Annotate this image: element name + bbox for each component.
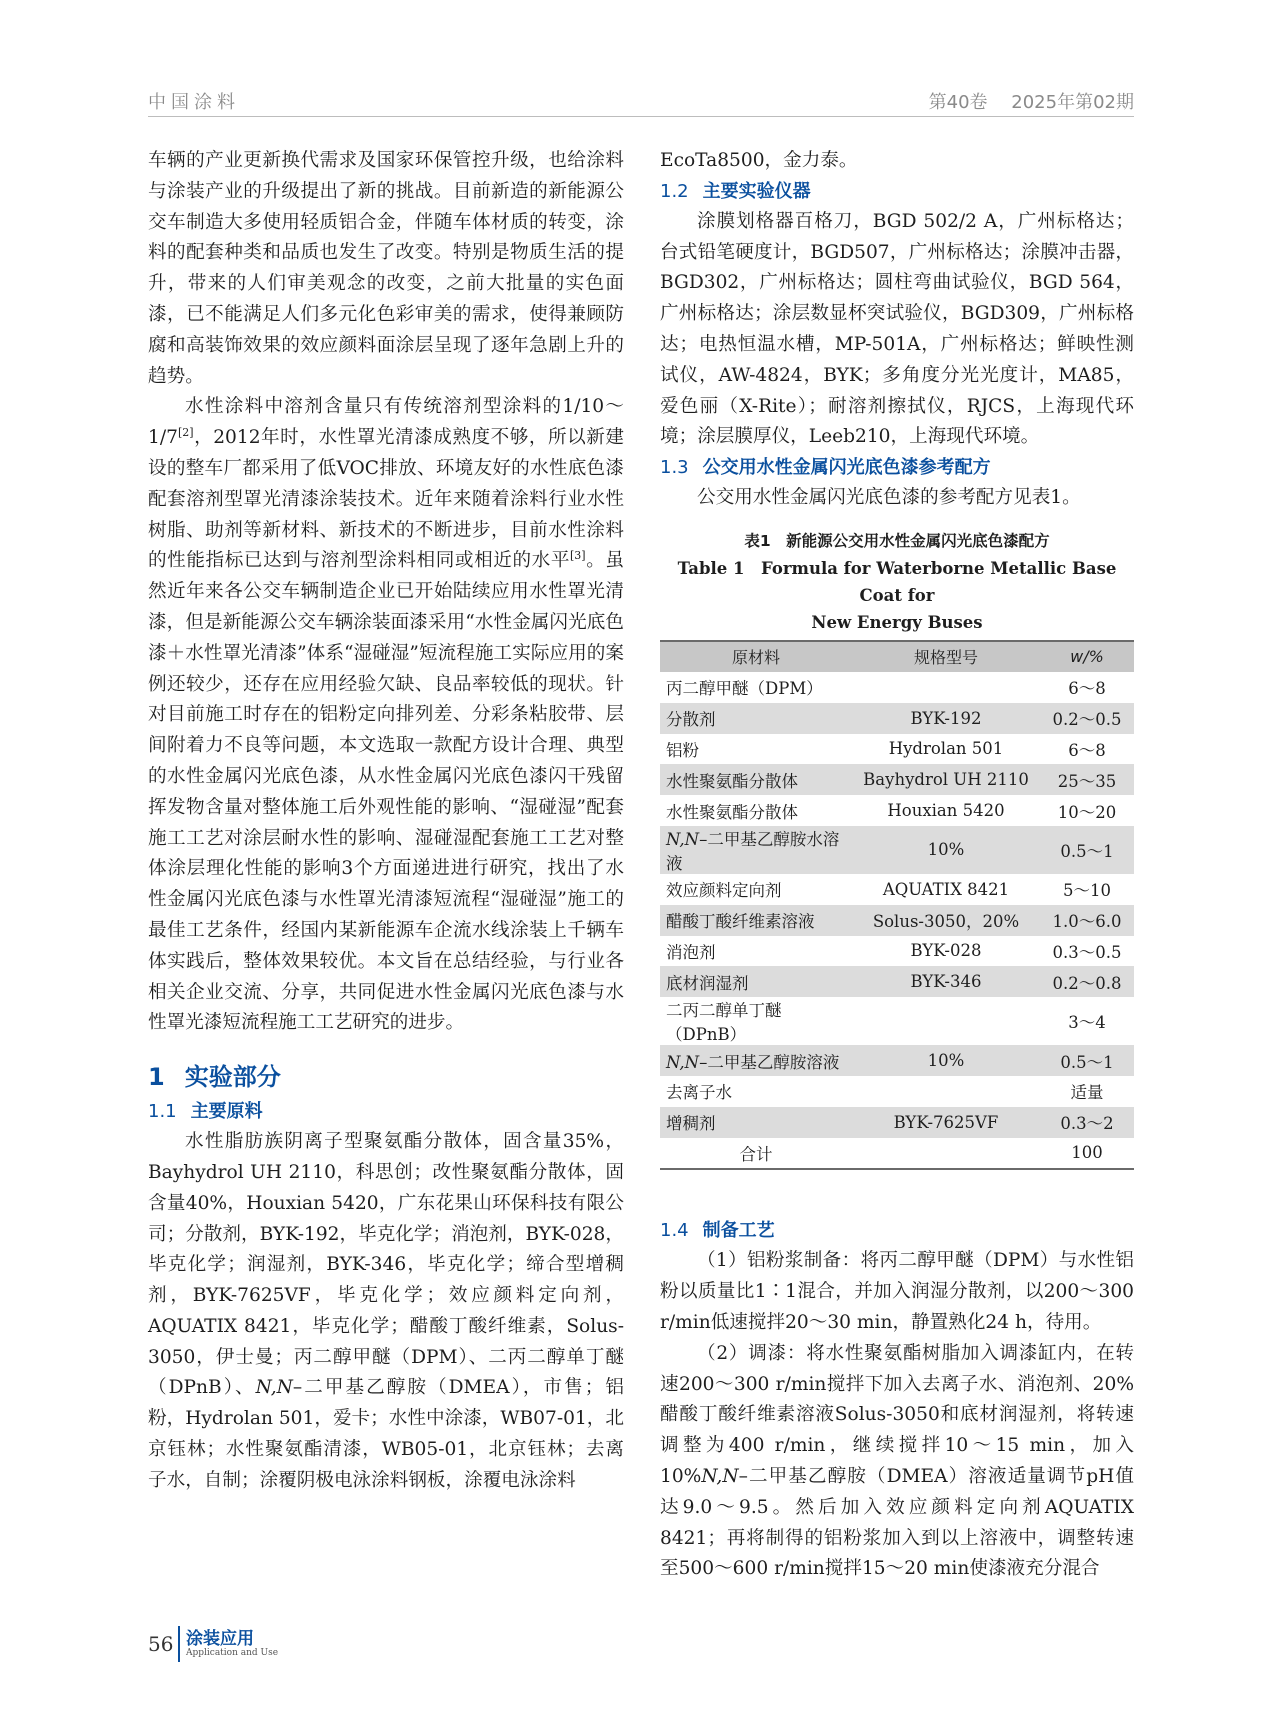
cell-spec: BYK-7625VF bbox=[852, 1107, 1040, 1138]
cell-spec: BYK-346 bbox=[852, 966, 1040, 997]
table-row bbox=[660, 1107, 1134, 1138]
total-spec bbox=[852, 1138, 1040, 1170]
table-caption-cn: 表1 新能源公交用水性金属闪光底色漆配方 bbox=[744, 531, 1050, 550]
paragraph-prep-2 bbox=[660, 1339, 1134, 1585]
table-row bbox=[660, 734, 1134, 765]
section-number: 1 bbox=[148, 1063, 165, 1092]
cell-spec: Solus-3050，20% bbox=[852, 905, 1040, 936]
volume-label: 第40卷 bbox=[928, 92, 988, 113]
text-segment: 。虽然近年来各公交车辆制造企业已开始陆续应用水性罩光清漆，但是新能源公交车辆涂装面漆采用“水性金属闪光底色漆＋水性罩光清漆”体系“湿碰湿”短流程施工实际应用的案例还较少，还存在应用经验欠缺、良品率较低的现状。针对目前施工时存在的铝粉定向排列差、分彩条粘胶带、层间附着力不良等问题，本文选取一款配方设计合理、典型的水性金属闪光底色漆，从水性金属闪光底色漆闪干残留挥发物含量对整体施工后外观性能的影响、“湿碰湿”配套施工工艺对涂层耐水性的影响、湿碰湿配套施工工艺对整体涂层理化性能的影响3个方面递进进行研究，找出了水性金属闪光底色漆与水性罩光清漆短流程“湿碰湿”施工的最佳工艺条件，经国内某新能源车企流水线涂装上千辆车体实践后，整体效果较优。本文旨在总结经验，与行业各相关企业交流、分享，共同促进水性金属闪光底色漆与水性罩光漆短流程施工工艺研究的进步。 bbox=[148, 550, 624, 1034]
page-number: 56 bbox=[148, 1632, 174, 1656]
total-value: 100 bbox=[1071, 1143, 1103, 1163]
header-mass-fraction-text: w/% bbox=[1070, 647, 1104, 667]
cell-material: 消泡剂 bbox=[666, 942, 716, 962]
subsection-heading-1-3 bbox=[660, 453, 1134, 483]
cell-material: N,N–二甲基乙醇胺溶液 bbox=[660, 1045, 852, 1076]
table-row bbox=[660, 966, 1134, 997]
text-segment: 水性脂肪族阴离子型聚氨酯分散体，固含量35%，Bayhydrol UH 2110，科思创；改性聚氨酯分散体，固含量40%，Houxian 5420，广东花果山环保科技有限公司；分散剂，BYK-192，毕克化学；消泡剂，BYK-028，毕克化学；润湿剂，BYK-346，毕克化学；缔合型增稠剂，BYK-7625VF，毕克化学；效应颜料定向剂，AQUATIX 8421，毕克化学；醋酸丁酸纤维素，Solus-3050，伊士曼；丙二醇甲醚（DPM）、二丙二醇单丁醚（DPnB）、 bbox=[148, 1131, 624, 1399]
cell-spec bbox=[852, 1076, 1040, 1107]
cell-mass-fraction: 10～20 bbox=[1057, 802, 1117, 822]
cell-mass-fraction: 0.2～0.8 bbox=[1040, 966, 1134, 997]
italic-symbol: N,N bbox=[666, 829, 700, 849]
table-header-row bbox=[660, 641, 1134, 672]
text-segment: –二甲基乙醇胺（DMEA），市售；铝粉，Hydrolan 501，爱卡；水性中涂漆，WB07-01，北京钰林；水性聚氨酯清漆，WB05-01，北京钰林；去离子水，自制；涂覆阴极电泳涂料钢板，涂覆电泳涂料 bbox=[148, 1377, 624, 1491]
footer-divider bbox=[178, 1626, 180, 1662]
cell-mass-fraction: 0.5～1 bbox=[1040, 1045, 1134, 1076]
total-label: 合计 bbox=[739, 1144, 773, 1164]
paragraph-formula-ref: 公交用水性金属闪光底色漆的参考配方见表1。 bbox=[697, 487, 1081, 509]
subsection-title: 公交用水性金属闪光底色漆参考配方 bbox=[702, 457, 991, 479]
cell-spec: AQUATIX 8421 bbox=[882, 879, 1010, 899]
cell-material: 效应颜料定向剂 bbox=[666, 881, 782, 901]
paragraph-instruments: 涂膜划格器百格刀，BGD 502/2 A，广州标格达；台式铅笔硬度计，BGD507，广州标格达；涂膜冲击器，BGD302，广州标格达；圆柱弯曲试验仪，BGD 564，广州标格达；涂层数显杯突试验仪，BGD309，广州标格达；电热恒温水槽，MP-501A，广州标格达；鲜映性测试仪，AW-4824，BYK；多角度分光光度计，MA85，爱色丽（X-Rite）；耐溶剂擦拭仪，RJCS，上海现代环境；涂层膜厚仪，Leeb210，上海现代环境。 bbox=[660, 210, 1134, 448]
cell-mass-fraction: 6～8 bbox=[1068, 679, 1106, 699]
section-title: 实验部分 bbox=[184, 1063, 281, 1092]
cell-mass-fraction: 5～10 bbox=[1063, 881, 1111, 901]
subsection-heading-1-1 bbox=[148, 1097, 624, 1127]
cell-mass-fraction: 0.3～2 bbox=[1040, 1107, 1134, 1138]
subsection-title: 主要原料 bbox=[190, 1101, 263, 1123]
text-segment: –二甲基乙醇胺（DMEA）溶液适量调节pH值达9.0～9.5。然后加入效应颜料定向剂AQUATIX 8421；再将制得的铝粉浆加入到以上溶液中，调整转速至500～600 r/min搅拌15～20 min使漆液充分混合 bbox=[660, 1465, 1134, 1580]
header-material: 原材料 bbox=[660, 641, 852, 672]
cell-spec: Bayhydrol UH 2110 bbox=[852, 764, 1040, 795]
footer-section-cn: 涂装应用 bbox=[186, 1629, 254, 1649]
cell-mass-fraction: 3～4 bbox=[1068, 1013, 1106, 1033]
cell-material: 去离子水 bbox=[666, 1083, 732, 1103]
cell-material: 增稠剂 bbox=[660, 1107, 852, 1138]
subsection-title: 制备工艺 bbox=[702, 1220, 775, 1242]
cell-material: 分散剂 bbox=[660, 703, 852, 734]
table-row bbox=[660, 1045, 1134, 1076]
paragraph-continued: EcoTa8500，金力泰。 bbox=[660, 150, 858, 171]
cell-material: 底材润湿剂 bbox=[660, 966, 852, 997]
citation-ref: [3] bbox=[570, 549, 586, 563]
cell-mass-fraction: 0.2～0.5 bbox=[1040, 703, 1134, 734]
table-row bbox=[660, 826, 1134, 874]
cell-spec: 10% bbox=[852, 826, 1040, 874]
footer-section-en: Application and Use bbox=[186, 1648, 279, 1658]
table-row bbox=[660, 874, 1134, 905]
cell-spec: BYK-028 bbox=[910, 941, 982, 961]
cell-mass-fraction: 适量 bbox=[1070, 1083, 1104, 1103]
section-heading-1 bbox=[148, 1057, 624, 1097]
subsection-number: 1.3 bbox=[660, 457, 689, 479]
italic-symbol: N,N bbox=[701, 1465, 739, 1487]
italic-symbol: N,N bbox=[255, 1377, 293, 1399]
table-row bbox=[660, 703, 1134, 734]
cell-material: 水性聚氨酯分散体 bbox=[666, 802, 798, 822]
table-row bbox=[660, 997, 1134, 1045]
citation-ref: [2] bbox=[177, 425, 194, 439]
cell-spec: Hydrolan 501 bbox=[888, 739, 1004, 759]
cell-mass-fraction: 25～35 bbox=[1040, 764, 1134, 795]
cell-spec bbox=[852, 997, 1040, 1045]
cell-spec bbox=[852, 672, 1040, 703]
table-caption-en-line2: New Energy Buses bbox=[811, 612, 983, 632]
cell-material: N,N–二甲基乙醇胺水溶液 bbox=[660, 826, 852, 874]
cell-mass-fraction: 1.0～6.0 bbox=[1040, 905, 1134, 936]
header-mass-fraction bbox=[1040, 641, 1134, 672]
table-row bbox=[660, 905, 1134, 936]
cell-spec: 10% bbox=[852, 1045, 1040, 1076]
left-column bbox=[148, 146, 624, 1497]
table-row bbox=[660, 795, 1134, 826]
cell-spec: BYK-192 bbox=[852, 703, 1040, 734]
table-row bbox=[660, 764, 1134, 795]
subsection-number: 1.2 bbox=[660, 180, 689, 202]
cell-material: 二丙二醇单丁醚（DPnB） bbox=[666, 1001, 782, 1045]
cell-mass-fraction: 0.5～1 bbox=[1040, 826, 1134, 874]
text-segment: ，2012年时，水性罩光清漆成熟度不够，所以新建设的整车厂都采用了低VOC排放、环境友好的水性底色漆配套溶剂型罩光清漆涂装技术。近年来随着涂料行业水性树脂、助剂等新材料、新技术的不断进步，目前水性涂料的性能指标已达到与溶剂型涂料相同或相近的水平 bbox=[148, 427, 624, 572]
table-row bbox=[660, 1076, 1134, 1107]
table-total-row bbox=[660, 1138, 1134, 1170]
paragraph-materials bbox=[148, 1127, 624, 1497]
subsection-heading-1-4 bbox=[660, 1216, 1134, 1246]
cell-material: 醋酸丁酸纤维素溶液 bbox=[660, 905, 852, 936]
paragraph-intro-2 bbox=[148, 392, 624, 1039]
cell-mass-fraction: 0.3～0.5 bbox=[1052, 942, 1122, 962]
text-segment: 水性涂料中溶剂含量只有传统溶剂型涂料的1/10～1/7 bbox=[148, 396, 624, 449]
right-column bbox=[660, 146, 1134, 1585]
cell-material: 水性聚氨酯分散体 bbox=[660, 764, 852, 795]
issue-label: 2025年第02期 bbox=[1011, 92, 1134, 113]
table-row bbox=[660, 936, 1134, 967]
paragraph-prep-1: （1）铝粉浆制备：将丙二醇甲醚（DPM）与水性铝粉以质量比1∶1混合，并加入润湿分散剂，以200～300 r/min低速搅拌20～30 min，静置熟化24 h，待用。 bbox=[660, 1250, 1134, 1333]
paragraph-intro-1: 车辆的产业更新换代需求及国家环保管控升级，也给涂料与涂装产业的升级提出了新的挑战。目前新造的新能源公交车制造大多使用轻质铝合金，伴随车体材质的转变，涂料的配套种类和品质也发生了改变。特别是物质生活的提升，带来的人们审美观念的改变，之前大批量的实色面漆，已不能满足人们多元化色彩审美的需求，使得兼顾防腐和高装饰效果的效应颜料面涂层呈现了逐年急剧上升的趋势。 bbox=[148, 150, 624, 387]
subsection-number: 1.1 bbox=[148, 1101, 177, 1123]
text-segment: （2）调漆：将水性聚氨酯树脂加入调漆缸内，在转速200～300 r/min搅拌下加入去离子水、消泡剂、20%醋酸丁酸纤维素溶液Solus-3050和底材润湿剂，将转速调整为400 r/min，继续搅拌10～15 min，加入10% bbox=[660, 1342, 1134, 1487]
journal-name: 中国涂料 bbox=[148, 92, 240, 113]
italic-symbol: N,N bbox=[666, 1052, 700, 1072]
subsection-heading-1-2 bbox=[660, 177, 1134, 207]
cell-material: 丙二醇甲醚（DPM） bbox=[666, 679, 823, 699]
table-caption-en-line1: Table 1 Formula for Waterborne Metallic Base Coat for bbox=[677, 558, 1117, 605]
header-spec: 规格型号 bbox=[852, 641, 1040, 672]
cell-mass-fraction: 6～8 bbox=[1068, 740, 1106, 760]
subsection-title: 主要实验仪器 bbox=[702, 180, 811, 202]
issue-info bbox=[911, 88, 1134, 114]
formula-table bbox=[660, 640, 1134, 1170]
cell-spec: Houxian 5420 bbox=[887, 801, 1005, 821]
cell-material: 铝粉 bbox=[666, 740, 699, 760]
subsection-number: 1.4 bbox=[660, 1220, 689, 1242]
table-row bbox=[660, 672, 1134, 703]
running-header bbox=[148, 86, 1134, 117]
